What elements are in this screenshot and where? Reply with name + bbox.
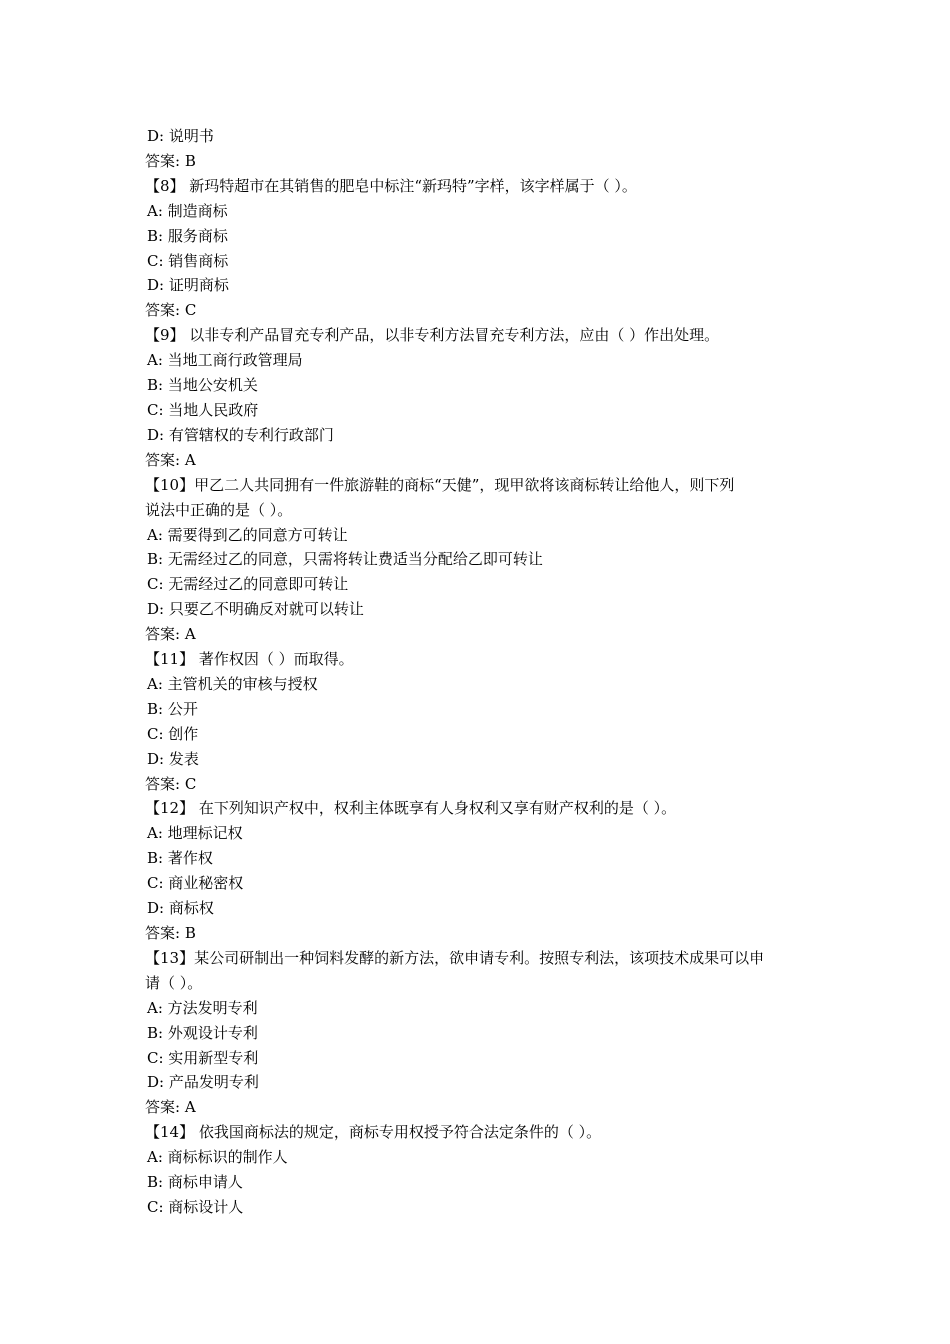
answer-option: C: 销售商标 — [147, 251, 229, 270]
answer-option: B: 当地公安机关 — [147, 376, 258, 395]
answer-option: B: 公开 — [147, 699, 198, 718]
question-text-continued: 说法中正确的是（ ）。 — [145, 500, 293, 519]
answer-option: A: 商标标识的制作人 — [147, 1148, 288, 1167]
question-text: 【10】甲乙二人共同拥有一件旅游鞋的商标“天健”，现甲欲将该商标转让给他人，则下列 — [145, 475, 735, 494]
answer-option: A: 方法发明专利 — [147, 998, 258, 1017]
answer-option: A: 主管机关的审核与授权 — [147, 674, 318, 693]
answer-key: 答案: B — [145, 924, 196, 942]
answer-key: 答案: C — [145, 774, 197, 793]
answer-option: C: 商业秘密权 — [147, 874, 244, 893]
question-text: 【13】某公司研制出一种饲料发酵的新方法，欲申请专利。按照专利法，该项技术成果可以申 — [145, 948, 765, 967]
question-text: 【11】 著作权因（ ）而取得。 — [145, 650, 354, 669]
answer-key: 答案: B — [145, 151, 196, 170]
answer-key: 答案: A — [145, 450, 196, 469]
question-text: 【12】 在下列知识产权中，权利主体既享有人身权利又享有财产权利的是（ ）。 — [145, 799, 677, 818]
question-text-continued: 请（ ）。 — [145, 973, 203, 992]
answer-option: B: 商标申请人 — [147, 1173, 243, 1192]
question-text: 【14】 依我国商标法的规定，商标专用权授予符合法定条件的（ ）。 — [145, 1123, 602, 1142]
answer-option: A: 地理标记权 — [147, 824, 243, 843]
answer-option: D: 发表 — [147, 749, 199, 768]
answer-option: D: 产品发明专利 — [147, 1073, 259, 1092]
answer-option: A: 制造商标 — [147, 201, 228, 220]
answer-key: 答案: C — [145, 301, 197, 320]
answer-option: C: 创作 — [147, 724, 199, 743]
answer-option: B: 外观设计专利 — [147, 1023, 258, 1042]
answer-option: C: 商标设计人 — [147, 1197, 244, 1216]
answer-option: B: 无需经过乙的同意，只需将转让费适当分配给乙即可转让 — [147, 550, 543, 569]
answer-option: D: 有管辖权的专利行政部门 — [147, 425, 334, 444]
answer-option: A: 当地工商行政管理局 — [147, 351, 303, 370]
answer-key: 答案: A — [145, 625, 196, 644]
document-page — [145, 124, 815, 1220]
answer-option: A: 需要得到乙的同意方可转让 — [147, 525, 348, 544]
answer-key: 答案: A — [145, 1098, 196, 1117]
answer-option: C: 无需经过乙的同意即可转让 — [147, 575, 349, 594]
answer-option: D: 证明商标 — [147, 276, 229, 295]
answer-option: D: 商标权 — [147, 899, 214, 918]
answer-option: C: 实用新型专利 — [147, 1048, 259, 1067]
answer-option: B: 服务商标 — [147, 226, 228, 245]
answer-option: C: 当地人民政府 — [147, 400, 259, 419]
question-text: 【8】 新玛特超市在其销售的肥皂中标注“新玛特”字样，该字样属于（ ）。 — [145, 176, 637, 195]
answer-option: B: 著作权 — [147, 849, 213, 868]
answer-option: D: 说明书 — [147, 127, 214, 145]
question-text: 【9】 以非专利产品冒充专利产品，以非专利方法冒充专利方法，应由（ ）作出处理。 — [145, 326, 720, 345]
answer-option: D: 只要乙不明确反对就可以转让 — [147, 600, 364, 619]
